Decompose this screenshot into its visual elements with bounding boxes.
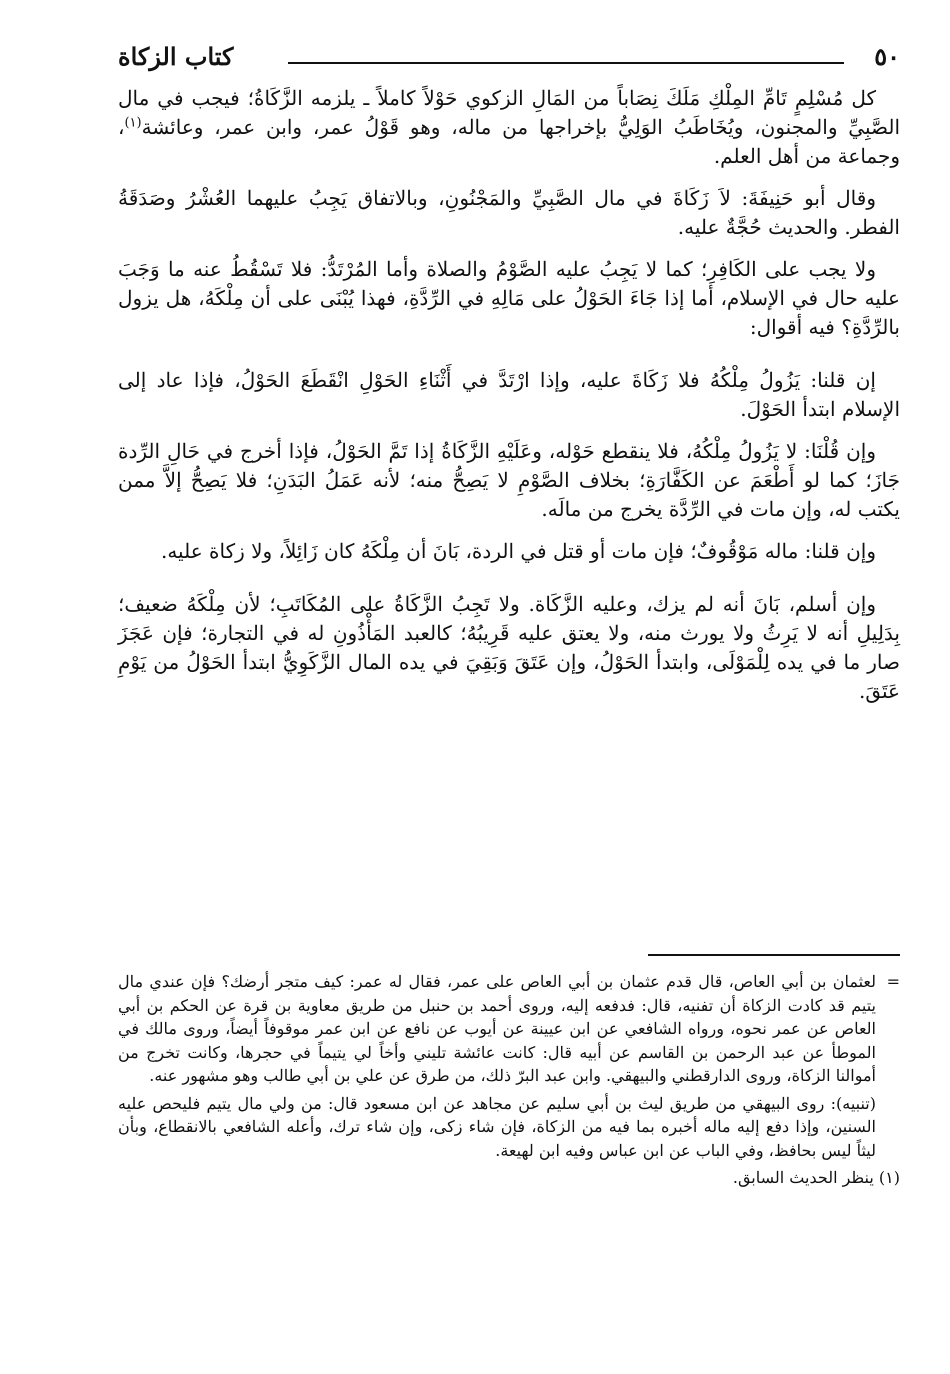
paragraph-1-text: كل مُسْلِمٍ تَامِّ المِلْكِ مَلَكَ نِصَاباً من المَالِ الزكوي حَوْلاً كاملاً ـ يلزمه الزَّكَاةُ؛ فيجب في مال الصَّبِيِّ والمجنون، ويُخَاطَبُ الوَلِيُّ بإخراجها من ماله، وهو قَوْلُ عمر، وابن عمر، وعائشة — [118, 86, 900, 139]
footnote-marker: (١) — [124, 115, 142, 131]
footnote-continuation — [118, 970, 900, 1088]
footnote-note: (تنبيه): روى البيهقي من طريق ليث بن أبي سليم عن مجاهد عن ابن مسعود قال: من ولي مال يتيم فليحص عليه السنين، وإذا دفع إليه ماله أخبره بما فيه من الزكاة، فإن شاء زكى، وإن شاء ترك، وأعله الشافعي بالانقطاع، وبأن ليثاً ليس بحافظ، وفي الباب عن ابن عباس وفيه ابن لهيعة. — [118, 1093, 876, 1160]
footnotes — [118, 970, 900, 1190]
paragraph-4: إن قلنا: يَزُولُ مِلْكُهُ فلا زَكَاةَ عليه، وإذا ارْتَدَّ في أَثْنَاءِ الحَوْلِ انْقَطَعَ الحَوْلُ، فإذا عاد إلى الإسلام ابتدأ الحَوْلَ. — [118, 368, 900, 421]
paragraph-1 — [118, 84, 900, 171]
footnote-rule — [648, 954, 900, 956]
page-header — [118, 40, 900, 80]
continuation-mark: = — [886, 972, 900, 991]
paragraph-2: وقال أبو حَنِيفَةَ: لاَ زَكَاةَ في مال الصَّبِيِّ والمَجْنُونِ، وبالاتفاق يَجِبُ عليهما العُشْرُ وصَدَقَةُ الفطر. والحديث حُجَّةٌ عليه. — [118, 186, 900, 239]
footnote-continuation-text: لعثمان بن أبي العاص، قال قدم عثمان بن أبي العاص على عمر، فقال له عمر: كيف متجر أرضك؟ فإن عندي مال يتيم قد كادت الزكاة أن تفنيه، قال: فدفعه إليه، وروى أحمد بن حنبل من طريق معاوية بن قرة عن الحكم بن أبي العاص عن عمر نحوه، ورواه الشافعي عن ابن عيينة عن أيوب عن نافع عن ابن عمر موقوفاً أيضاً، وروى مالك في الموطأ عن عبد الرحمن بن القاسم عن أبيه قال: كانت عائشة تليني وأخاً لي يتيماً في حجرها، وكانت تخرج من أموالنا الزكاة، وروى الدارقطني والبيهقي. وابن عبد البرّ ذلك، من طرق عن علي بن أبي طالب وهو مشهور عنه. — [118, 972, 876, 1085]
page-number: ٥٠ — [874, 42, 900, 71]
footnote-1: (١) ينظر الحديث السابق. — [732, 1168, 900, 1187]
paragraph-7: وإن أسلم، بَانَ أنه لم يزك، وعليه الزَّكَاة. ولا تَجِبُ الزَّكَاةُ على المُكَاتَبِ؛ لأن مِلْكَهُ ضعيف؛ بِدَلِيلِ أنه لا يَرِثُ ولا يورث منه، ولا يعتق عليه قَرِيبُهُ؛ كالعبد المَأْذُونِ له في التجارة؛ فإن عَجَزَ صار ما في يده لِلْمَوْلَى، وابتدأ الحَوْلُ، وإن عَتَقَ وَبَقِيَ في يده المال الزَّكَوِيُّ ابتدأ الحَوْلُ من يَوْمِ عَتَقَ. — [118, 592, 900, 703]
header-rule — [288, 62, 844, 64]
paragraph-1-end: ، وجماعة من أهل العلم. — [118, 115, 900, 168]
running-title: كتاب الزكاة — [118, 42, 234, 71]
paragraph-3: ولا يجب على الكَافِرِ؛ كما لا يَجِبُ عليه الصَّوْمُ والصلاة وأما المُرْتَدُّ: فلا تَسْقُطُ عنه ما وَجَبَ عليه حال في الإسلام، أما إذا جَاءَ الحَوْلُ على مَالِهِ في الرِّدَّةِ، فهذا يُبْنَى على أن مِلْكَهُ، هل يزول بالرِّدَّةِ؟ فيه أقوال: — [118, 257, 900, 339]
paragraph-6: وإن قلنا: ماله مَوْقُوفٌ؛ فإن مات أو قتل في الردة، بَانَ أن مِلْكَهُ كان زَائِلاً، ولا زكاة عليه. — [160, 539, 876, 563]
main-text — [118, 84, 900, 719]
paragraph-5: وإن قُلْنَا: لا يَزُولُ مِلْكُهُ، فلا ينقطع حَوْله، وعَلَيْهِ الزَّكَاةُ إذا تَمَّ الحَوْلُ، فإذا أخرج في حَالِ الرِّدة جَازَ؛ كما لو أَطْعَمَ عن الكَفَّارَةِ؛ بخلاف الصَّوْمِ لا يَصِحُّ منه؛ لأنه عَمَلُ البَدَنِ؛ فلا يَصِحُّ إلاَّ ممن يكتب له، وإن مات في الرِّدَّة يخرج من مالَه. — [118, 439, 900, 521]
